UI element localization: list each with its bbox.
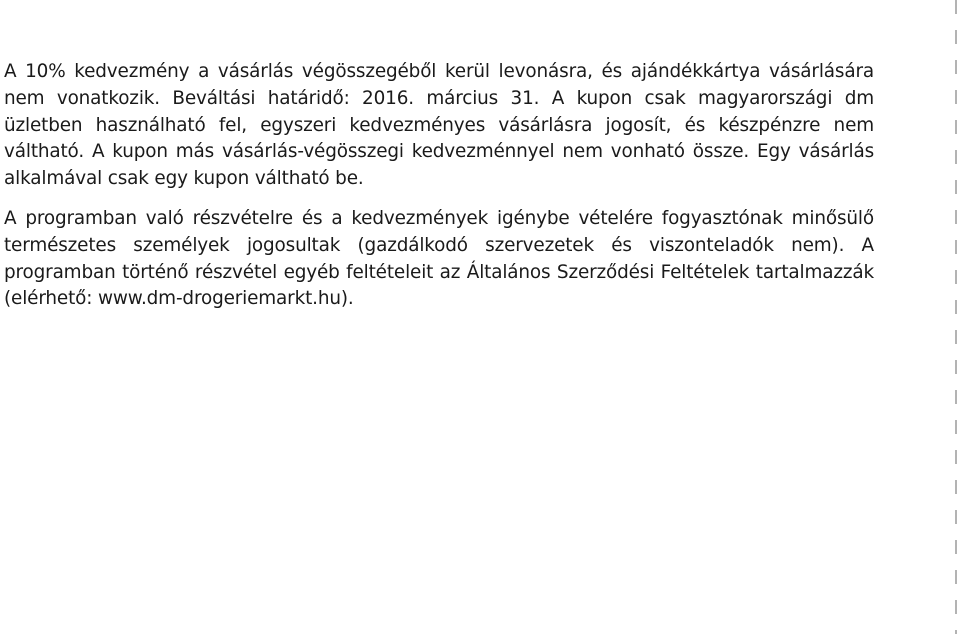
terms-paragraph-discount: A 10% kedvezmény a vásárlás végösszegéből kerül levonásra, és ajándékkártya vásárlására nem vonatkozik. Beváltási határidő: 2016. március 31. A kupon csak magyarországi dm üzletben használható fel, egyszeri kedvezményes vásárlásra jogosít, és készpénzre nem váltható. A kupon más vásárlás-végösszegi kedvezménnyel nem vonható össze. Egy vásárlás alkalmával csak egy kupon váltható be. [4,61,874,190]
terms-text-block [4,59,874,313]
dashed-cut-line [955,0,957,634]
terms-paragraph-eligibility: A programban való részvételre és a kedvezmények igénybe vételére fogyasztónak minősülő természetes személyek jogosultak (gazdálkodó szervezetek és viszonteladók nem). A programban történő részvétel egyéb feltételeit az Általános Szerződési Feltételek tartalmazzák (elérhető: www.dm-drogeriemarkt.hu). [4,207,874,310]
